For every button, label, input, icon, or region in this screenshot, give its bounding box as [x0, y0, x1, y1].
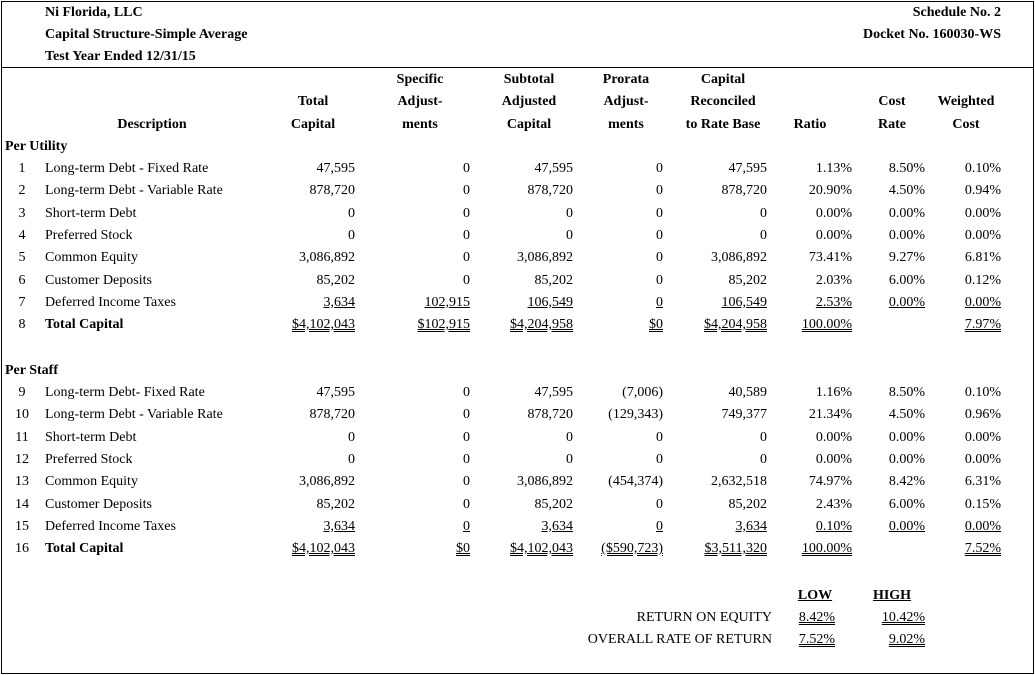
cell-pro: 0: [656, 205, 663, 221]
cell-pro: 0: [656, 250, 663, 266]
cell-rate: 6.00%: [888, 496, 925, 512]
cell-pro: 0: [656, 294, 663, 310]
row-description: Long-term Debt - Variable Rate: [45, 183, 223, 199]
row-number: 12: [15, 451, 29, 467]
cell-total: $4,102,043: [292, 317, 355, 333]
cell-sub: $4,102,043: [510, 541, 573, 557]
cell-rec: 47,595: [728, 161, 767, 176]
col-header-reconciled: to Rate Base: [685, 117, 761, 132]
cell-wc: 0.96%: [964, 407, 1001, 423]
cell-rate: 8.50%: [888, 161, 925, 176]
cell-rec: 106,549: [721, 294, 767, 310]
cell-wc: 0.00%: [964, 205, 1001, 221]
cell-rate: 0.00%: [888, 429, 925, 445]
row-description: Long-term Debt - Variable Rate: [45, 407, 223, 423]
cell-rec: 0: [760, 451, 767, 467]
cell-ratio: 74.97%: [808, 474, 852, 490]
cell-pro: $0: [649, 317, 663, 333]
col-header-description: Description: [117, 117, 187, 132]
col-header-subtotal: Adjusted: [501, 94, 557, 109]
cell-wc: 0.10%: [964, 161, 1001, 176]
cell-total: 0: [348, 205, 355, 221]
cell-ratio: 100.00%: [801, 541, 852, 557]
row-description: Long-term Debt - Fixed Rate: [45, 161, 209, 176]
cell-wc: 0.15%: [964, 496, 1001, 512]
cell-spec: 0: [463, 474, 470, 490]
cell-pro: (129,343): [608, 407, 663, 423]
cell-spec: 0: [463, 451, 470, 467]
cell-sub: 47,595: [534, 385, 573, 400]
cell-sub: 3,086,892: [517, 474, 573, 490]
section-title: Per Utility: [5, 139, 68, 154]
cell-ratio: 21.34%: [808, 407, 852, 423]
cell-wc: 7.97%: [964, 317, 1001, 333]
col-header-reconciled: Capital: [700, 72, 746, 87]
row-number: 3: [18, 205, 26, 221]
row-description: Short-term Debt: [45, 429, 137, 445]
return-label: OVERALL RATE OF RETURN: [587, 632, 772, 647]
col-header-specific-adj: Adjust-: [397, 94, 443, 109]
cell-rate: 4.50%: [888, 183, 925, 199]
cell-rate: 9.27%: [888, 250, 925, 266]
high-header: HIGH: [872, 588, 912, 603]
cell-ratio: 100.00%: [801, 317, 852, 333]
cell-rec: 40,589: [728, 385, 767, 400]
cell-sub: $4,204,958: [510, 317, 573, 333]
col-header-prorata: Prorata: [602, 72, 650, 87]
low-header: LOW: [797, 588, 833, 603]
row-number: 4: [18, 227, 26, 243]
cell-total: 3,086,892: [299, 474, 355, 490]
row-description: Customer Deposits: [45, 496, 152, 512]
cell-wc: 7.52%: [964, 541, 1001, 557]
cell-wc: 0.00%: [964, 429, 1001, 445]
cell-rec: 3,634: [735, 518, 767, 534]
col-header-cost-rate: Rate: [878, 117, 906, 132]
cell-rate: 0.00%: [888, 294, 925, 310]
cell-total: 0: [348, 451, 355, 467]
cell-pro: (454,374): [608, 474, 663, 490]
row-number: 13: [15, 474, 29, 490]
cell-spec: 0: [463, 407, 470, 423]
cell-sub: 878,720: [527, 183, 573, 199]
cell-ratio: 1.16%: [815, 385, 852, 400]
cell-spec: 0: [463, 496, 470, 512]
cell-spec: 0: [463, 429, 470, 445]
total-capital-label: Total Capital: [45, 541, 124, 557]
col-header-subtotal: Capital: [506, 117, 552, 132]
row-number: 10: [15, 407, 29, 423]
report-period: Test Year Ended 12/31/15: [45, 49, 196, 64]
col-header-ratio: Ratio: [793, 117, 827, 132]
cell-wc: 6.81%: [964, 250, 1001, 266]
return-low: 7.52%: [798, 632, 835, 647]
header-divider: [1, 67, 1034, 68]
col-header-weighted: Weighted: [937, 94, 995, 109]
cell-rec: 3,086,892: [711, 250, 767, 266]
return-label: RETURN ON EQUITY: [636, 610, 772, 625]
row-number: 2: [18, 183, 26, 199]
cell-ratio: 73.41%: [808, 250, 852, 266]
cell-spec: 0: [463, 161, 470, 176]
row-number: 8: [18, 317, 26, 333]
cell-total: 85,202: [316, 496, 355, 512]
cell-total: 878,720: [309, 407, 355, 423]
cell-total: 3,086,892: [299, 250, 355, 266]
cell-pro: ($590,723): [601, 541, 663, 557]
row-number: 14: [15, 496, 29, 512]
cell-pro: 0: [656, 429, 663, 445]
cell-rate: 4.50%: [888, 407, 925, 423]
cell-rate: 6.00%: [888, 272, 925, 288]
cell-rec: $3,511,320: [704, 541, 767, 557]
col-header-weighted: Cost: [952, 117, 980, 132]
cell-rate: 0.00%: [888, 451, 925, 467]
return-high: 9.02%: [888, 632, 925, 647]
cell-wc: 0.00%: [964, 451, 1001, 467]
col-header-specific-adj: ments: [402, 117, 438, 132]
cell-ratio: 2.53%: [815, 294, 852, 310]
cell-spec: 0: [463, 183, 470, 199]
cell-pro: 0: [656, 272, 663, 288]
return-high: 10.42%: [881, 610, 925, 625]
cell-pro: 0: [656, 183, 663, 199]
cell-spec: $102,915: [417, 317, 470, 333]
cell-total: 878,720: [309, 183, 355, 199]
cell-ratio: 0.00%: [815, 205, 852, 221]
row-description: Common Equity: [45, 250, 138, 266]
cell-sub: 0: [566, 227, 573, 243]
cell-spec: 0: [463, 385, 470, 400]
row-number: 16: [15, 541, 29, 557]
cell-sub: 0: [566, 429, 573, 445]
cell-total: 0: [348, 227, 355, 243]
cell-ratio: 1.13%: [815, 161, 852, 176]
total-capital-label: Total Capital: [45, 317, 124, 333]
cell-rec: 0: [760, 205, 767, 221]
row-description: Short-term Debt: [45, 205, 137, 221]
cell-ratio: 0.10%: [815, 518, 852, 534]
cell-sub: 85,202: [534, 496, 573, 512]
cell-ratio: 0.00%: [815, 451, 852, 467]
row-description: Customer Deposits: [45, 272, 152, 288]
cell-spec: 102,915: [424, 294, 470, 310]
cell-spec: 0: [463, 227, 470, 243]
row-description: Preferred Stock: [45, 451, 133, 467]
row-number: 6: [18, 272, 26, 288]
col-header-prorata: ments: [608, 117, 644, 132]
row-number: 5: [18, 250, 26, 266]
cell-wc: 0.12%: [964, 272, 1001, 288]
cell-pro: 0: [656, 496, 663, 512]
cell-wc: 0.00%: [964, 294, 1001, 310]
cell-wc: 6.31%: [964, 474, 1001, 490]
row-description: Deferred Income Taxes: [45, 294, 176, 310]
cell-total: $4,102,043: [292, 541, 355, 557]
col-header-cost-rate: Cost: [878, 94, 906, 109]
schedule-number: Schedule No. 2: [912, 5, 1001, 20]
cell-rate: 0.00%: [888, 227, 925, 243]
cell-total: 3,634: [323, 294, 355, 310]
report-subtitle: Capital Structure-Simple Average: [45, 27, 248, 42]
docket-number: Docket No. 160030-WS: [862, 27, 1001, 42]
cell-spec: 0: [463, 205, 470, 221]
cell-total: 47,595: [316, 385, 355, 400]
cell-ratio: 2.43%: [815, 496, 852, 512]
cell-rec: 85,202: [728, 496, 767, 512]
cell-wc: 0.00%: [964, 518, 1001, 534]
cell-spec: $0: [456, 541, 470, 557]
cell-rec: $4,204,958: [704, 317, 767, 333]
cell-sub: 3,634: [541, 518, 573, 534]
row-description: Preferred Stock: [45, 227, 133, 243]
col-header-reconciled: Reconciled: [690, 94, 756, 109]
cell-sub: 85,202: [534, 272, 573, 288]
cell-pro: 0: [656, 161, 663, 176]
col-header-subtotal: Subtotal: [503, 72, 555, 87]
cell-ratio: 20.90%: [808, 183, 852, 199]
cell-total: 3,634: [323, 518, 355, 534]
cell-ratio: 2.03%: [815, 272, 852, 288]
cell-wc: 0.94%: [964, 183, 1001, 199]
cell-wc: 0.00%: [964, 227, 1001, 243]
cell-sub: 106,549: [527, 294, 573, 310]
cell-sub: 0: [566, 205, 573, 221]
cell-ratio: 0.00%: [815, 429, 852, 445]
cell-spec: 0: [463, 272, 470, 288]
row-description: Long-term Debt- Fixed Rate: [45, 385, 205, 400]
col-header-specific-adj: Specific: [396, 72, 444, 87]
company-name: Ni Florida, LLC: [45, 5, 143, 20]
cell-pro: 0: [656, 451, 663, 467]
cell-rate: 0.00%: [888, 518, 925, 534]
cell-rec: 878,720: [721, 183, 767, 199]
cell-rec: 749,377: [721, 407, 767, 423]
cell-pro: 0: [656, 518, 663, 534]
row-number: 9: [18, 385, 26, 400]
return-low: 8.42%: [798, 610, 835, 625]
cell-spec: 0: [463, 518, 470, 534]
cell-rate: 0.00%: [888, 205, 925, 221]
cell-wc: 0.10%: [964, 385, 1001, 400]
cell-sub: 47,595: [534, 161, 573, 176]
cell-rate: 8.50%: [888, 385, 925, 400]
cell-sub: 878,720: [527, 407, 573, 423]
cell-rate: 8.42%: [888, 474, 925, 490]
cell-sub: 0: [566, 451, 573, 467]
row-description: Common Equity: [45, 474, 138, 490]
cell-rec: 0: [760, 227, 767, 243]
col-header-prorata: Adjust-: [603, 94, 649, 109]
section-title: Per Staff: [5, 363, 58, 378]
cell-total: 0: [348, 429, 355, 445]
cell-pro: (7,006): [622, 385, 663, 400]
cell-pro: 0: [656, 227, 663, 243]
cell-total: 85,202: [316, 272, 355, 288]
cell-ratio: 0.00%: [815, 227, 852, 243]
col-header-total-capital: Capital: [290, 117, 336, 132]
cell-spec: 0: [463, 250, 470, 266]
row-number: 7: [18, 294, 26, 310]
col-header-total-capital: Total: [297, 94, 329, 109]
row-number: 11: [15, 429, 29, 445]
cell-rec: 2,632,518: [711, 474, 767, 490]
cell-sub: 3,086,892: [517, 250, 573, 266]
cell-rec: 85,202: [728, 272, 767, 288]
cell-total: 47,595: [316, 161, 355, 176]
row-description: Deferred Income Taxes: [45, 518, 176, 534]
row-number: 1: [18, 161, 26, 176]
cell-rec: 0: [760, 429, 767, 445]
row-number: 15: [15, 518, 29, 534]
